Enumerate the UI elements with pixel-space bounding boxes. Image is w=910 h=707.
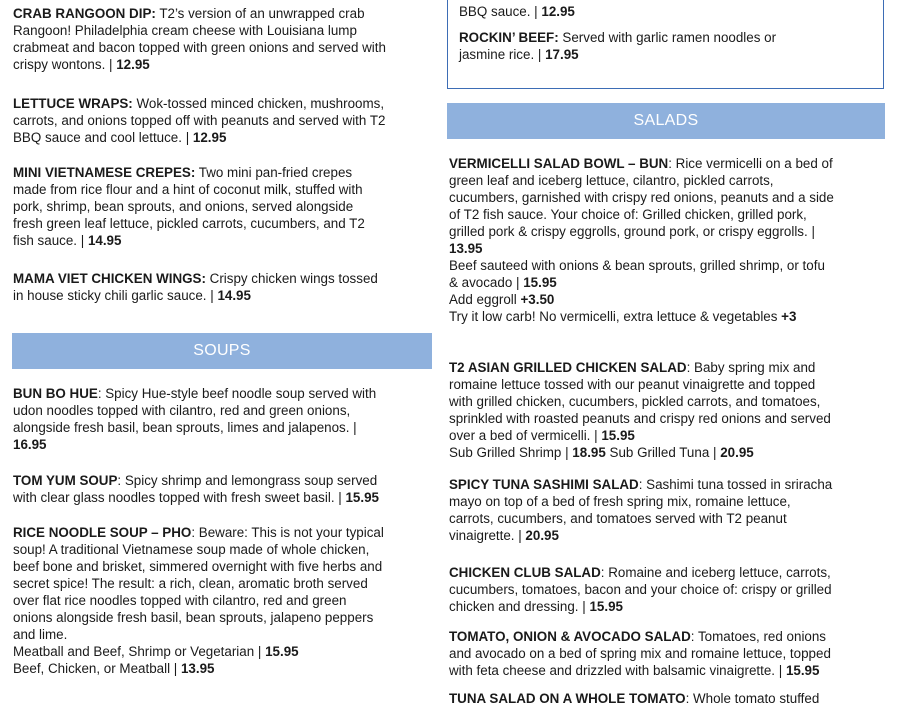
item-name: TOM YUM SOUP — [13, 473, 118, 488]
item-name: MAMA VIET CHICKEN WINGS: — [13, 271, 206, 286]
item-price: 17.95 — [545, 47, 579, 62]
menu-item-chicken-club-salad: CHICKEN CLUB SALAD: Romaine and iceberg lettuce, carrots, cucumbers, tomatoes, bacon and your choice of: crispy or grilled chicken and dressing. | 15.95 — [449, 565, 832, 614]
menu-item-rockin-beef: ROCKIN’ BEEF: Served with garlic ramen noodles or jasmine rice. | 17.95 — [459, 30, 777, 62]
menu-item-vermicelli-salad-bowl: VERMICELLI SALAD BOWL – BUN: Rice vermicelli on a bed of green leaf and iceberg lettuce, cilantro, pickled carrots, cucumbers, garnished with crispy red onions, peanuts and a side of T2 fish sauce. Your choice of: Grilled chicken, grilled pork, grilled pork & crispy eggrolls, ground pork, or crispy eggrolls. | 13.95 Beef sauteed with onions & bean sprouts, grilled shrimp, or tofu & avocado | 15.95 Add eggroll +3.50 Try it low carb! No vermicelli, extra lettuce & vegetables +3 — [449, 156, 834, 324]
menu-item-mama-viet-chicken-wings: MAMA VIET CHICKEN WINGS: Crispy chicken wings tossed in house sticky chili garlic sauce. | 14.95 — [13, 271, 378, 303]
item-price: 16.95 — [13, 437, 47, 452]
item-price: 15.95 — [265, 644, 299, 659]
item-name: ROCKIN’ BEEF: — [459, 30, 559, 45]
item-name: TOMATO, ONION & AVOCADO SALAD — [449, 629, 691, 644]
item-name: BUN BO HUE — [13, 386, 98, 401]
item-price: 13.95 — [449, 241, 483, 256]
menu-item-crab-rangoon-dip: CRAB RANGOON DIP: T2’s version of an unwrapped crab Rangoon! Philadelphia cream cheese with Louisiana lump crabmeat and bacon topped with green onions and served with crispy wontons. | 12.95 — [13, 6, 386, 72]
item-name: T2 ASIAN GRILLED CHICKEN SALAD — [449, 360, 687, 375]
menu-item-rice-noodle-soup-pho: RICE NOODLE SOUP – PHO: Beware: This is not your typical soup! A traditional Vietnamese soup made of whole chicken, beef bone and brisket, simmered overnight with five herbs and secret spice! The result: a rich, clean, aromatic broth served over flat rice noodles topped with cilantro, red and green onions alongside fresh basil, bean sprouts, jalapeno peppers and lime. Meatball and Beef, Shrimp or Vegetarian | 15.95 Beef, Chicken, or Meatball | 13.95 — [13, 525, 384, 676]
menu-item-partial-bbq: BBQ sauce. | 12.95 — [459, 4, 575, 19]
item-price: +3 — [781, 309, 797, 324]
item-price: 14.95 — [217, 288, 251, 303]
item-price: 15.95 — [523, 275, 557, 290]
section-header-soups: SOUPS — [12, 333, 432, 369]
item-price: 20.95 — [525, 528, 559, 543]
item-name: CHICKEN CLUB SALAD — [449, 565, 601, 580]
menu-item-bun-bo-hue: BUN BO HUE: Spicy Hue-style beef noodle soup served with udon noodles topped with cilantro, red and green onions, alongside fresh basil, bean sprouts, limes and jalapenos. | 16.95 — [13, 386, 377, 452]
menu-item-lettuce-wraps: LETTUCE WRAPS: Wok-tossed minced chicken, mushrooms, carrots, and onions topped off with peanuts and served with T2 BBQ sauce and cool lettuce. | 12.95 — [13, 96, 386, 145]
menu-item-tom-yum-soup: TOM YUM SOUP: Spicy shrimp and lemongrass soup served with clear glass noodles topped with fresh sweet basil. | 15.95 — [13, 473, 379, 505]
menu-item-mini-vietnamese-crepes: MINI VIETNAMESE CREPES: Two mini pan-fried crepes made from rice flour and a hint of coconut milk, stuffed with pork, shrimp, bean sprouts, and onions, served alongside fresh green leaf lettuce, pickled carrots, cucumbers, and T2 fish sauce. | 14.95 — [13, 165, 365, 248]
item-name: VERMICELLI SALAD BOWL – BUN — [449, 156, 669, 171]
item-price: 15.95 — [601, 428, 635, 443]
item-price: 15.95 — [785, 663, 820, 678]
item-price: 12.95 — [192, 130, 227, 145]
item-price: 15.95 — [345, 490, 379, 505]
item-price: 14.95 — [87, 233, 122, 248]
section-header-salads: SALADS — [447, 103, 885, 139]
menu-item-tomato-onion-avocado-salad: TOMATO, ONION & AVOCADO SALAD: Tomatoes, red onions and avocado on a bed of spring mix and romaine lettuce, topped with feta cheese and drizzled with balsamic vinaigrette. | 15.95 — [449, 629, 831, 678]
item-price: +3.50 — [520, 292, 555, 307]
item-name: SPICY TUNA SASHIMI SALAD — [449, 477, 639, 492]
item-price: 13.95 — [180, 661, 215, 676]
item-price: 12.95 — [541, 4, 575, 19]
item-name: MINI VIETNAMESE CREPES: — [13, 165, 196, 180]
menu-item-tuna-salad-whole-tomato: TUNA SALAD ON A WHOLE TOMATO: Whole tomato stuffed — [449, 691, 820, 706]
menu-item-spicy-tuna-sashimi-salad: SPICY TUNA SASHIMI SALAD: Sashimi tuna tossed in sriracha mayo on top of a bed of fresh spring mix, romaine lettuce, carrots, cucumbers, and tomatoes served with T2 peanut vinaigrette. | 20.95 — [449, 477, 833, 543]
item-name: TUNA SALAD ON A WHOLE TOMATO — [449, 691, 686, 706]
item-price: 18.95 — [572, 445, 606, 460]
item-name: LETTUCE WRAPS: — [13, 96, 133, 111]
item-price: 12.95 — [116, 57, 150, 72]
item-name: CRAB RANGOON DIP: — [13, 6, 156, 21]
item-price: 15.95 — [589, 599, 623, 614]
item-name: RICE NOODLE SOUP – PHO — [13, 525, 192, 540]
menu-item-t2-asian-grilled-chicken-salad: T2 ASIAN GRILLED CHICKEN SALAD: Baby spring mix and romaine lettuce tossed with our peanut vinaigrette and topped with grilled chicken, cucumbers, pickled carrots, and tomatoes, sprinkled with roasted peanuts and crispy red onions and served over a bed of vermicelli. | 15.95 Sub Grilled Shrimp | 18.95 Sub Grilled Tuna | 20.95 — [449, 360, 831, 460]
item-price: 20.95 — [720, 445, 754, 460]
